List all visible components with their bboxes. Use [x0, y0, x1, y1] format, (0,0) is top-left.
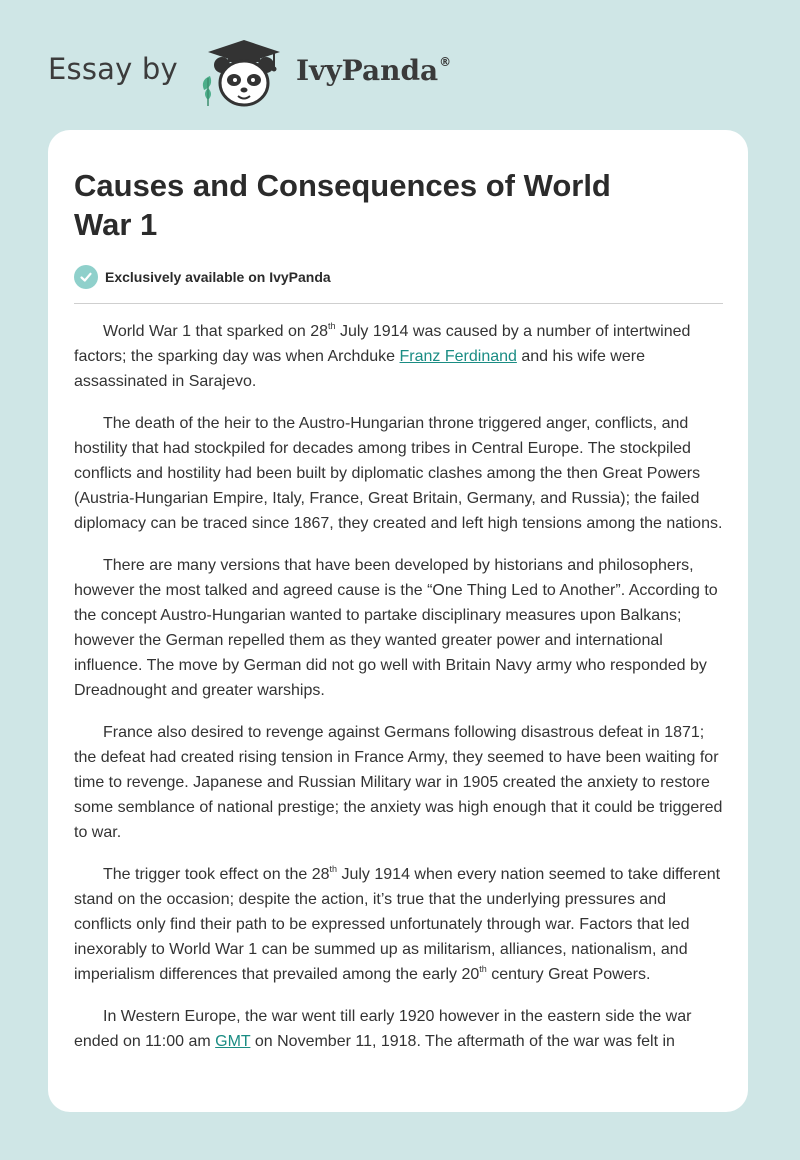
leaf-icon	[203, 76, 211, 106]
title-line-2: War 1	[74, 207, 158, 242]
registered-mark: ®	[439, 55, 452, 69]
panda-graduate-logo-icon[interactable]	[198, 38, 290, 110]
check-icon	[74, 265, 98, 289]
badge-label: Exclusively available on IvyPanda	[105, 269, 331, 285]
paragraph-6: In Western Europe, the war went till early 1920 however in the eastern side the war ended on 11:00 am GMT on November 11, 1918. The aftermath of the war was felt in	[74, 1008, 692, 1050]
site-header	[0, 0, 800, 128]
franz-ferdinand-link[interactable]: Franz Ferdinand	[399, 348, 517, 365]
essay-by-label: Essay by	[48, 52, 178, 86]
paragraph-4: France also desired to revenge against Germans following disastrous defeat in 1871; the defeat had created rising tension in France Army, they seemed to have been waiting for time to revenge. Japanese and Russian Military war in 1905 created the anxiety to restore some semblance of national prestige; the anxiety was high enough that it could be triggered to war.	[74, 724, 723, 841]
paragraph-5: The trigger took effect on the 28th July 1914 when every nation seemed to take different stand on the occasion; despite the action, it’s true that the underlying pressures and conflicts only find their path to be expressed unfortunately through war. Factors that led inexorably to World War 1 can be summed up as militarism, alliances, nationalism, and imperialism differences that prevailed among the early 20th century Great Powers.	[74, 864, 721, 983]
page-title	[74, 166, 714, 244]
title-line-1: Causes and Consequences of World	[74, 168, 611, 203]
exclusive-badge	[74, 265, 331, 289]
paragraph-3: There are many versions that have been developed by historians and philosophers, however the most talked and agreed cause is the “One Thing Led to Another”. According to the concept Austro-Hungarian wanted to partake disciplinary measures upon Balkans; however the German repelled them as they wanted greater power and international influence. The move by German did not go well with Britain Navy army who responded by Dreadnought and greater warships.	[74, 557, 718, 699]
divider	[74, 303, 723, 304]
paragraph-1: World War 1 that sparked on 28th July 1914 was caused by a number of intertwined factors; the sparking day was when Archduke Franz Ferdinand and his wife were assassinated in Sarajevo.	[74, 321, 691, 390]
essay-body	[74, 319, 726, 1071]
brand-name[interactable]: IvyPanda®	[296, 54, 452, 87]
essay-card	[48, 130, 748, 1112]
gmt-link[interactable]: GMT	[215, 1033, 251, 1050]
paragraph-2: The death of the heir to the Austro-Hungarian throne triggered anger, conflicts, and hostility that had stockpiled for decades among tribes in Central Europe. The stockpiled conflicts and hostility had been built by diplomatic clashes among the then Great Powers (Austria-Hungarian Empire, Italy, France, Great Britain, Germany, and Russia); the failed diplomacy can be traced since 1867, they created and left high tensions among the nations.	[74, 415, 723, 532]
